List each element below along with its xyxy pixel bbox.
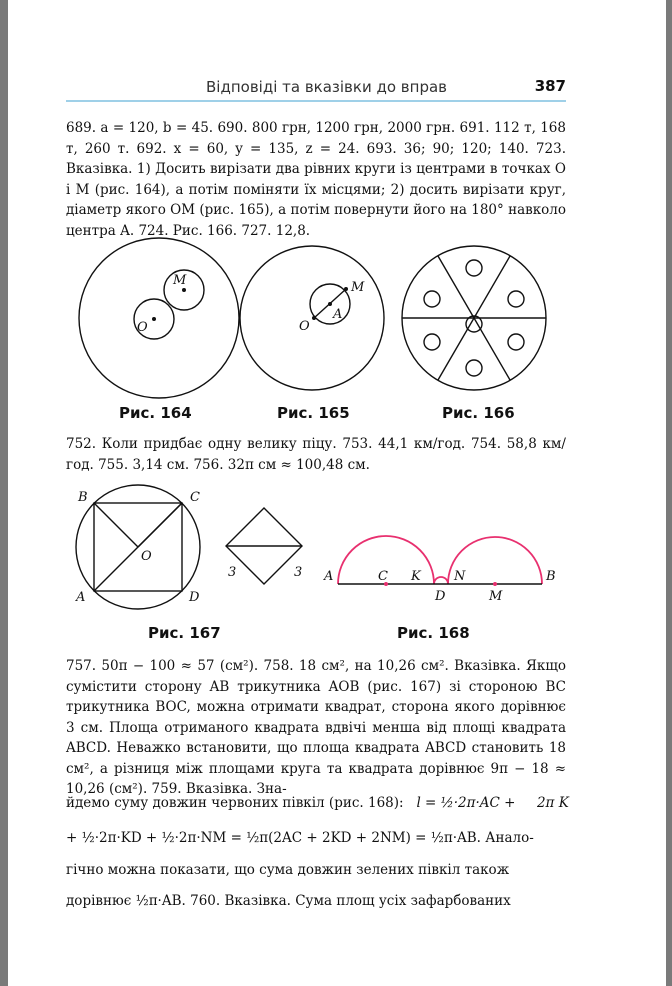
fig168-label-a: A: [324, 569, 334, 584]
fig167-label-b: B: [78, 490, 88, 505]
formula-stray-fragment: 2π K: [536, 795, 569, 811]
fig168-label-c: C: [378, 569, 388, 584]
fig168-label-n: N: [454, 569, 466, 584]
fig167-caption: Рис. 167: [148, 624, 221, 642]
fig167-label-o: O: [141, 549, 152, 564]
fig165-caption: Рис. 165: [277, 404, 350, 422]
header-title: Відповіді та вказівки до вправ: [206, 78, 447, 96]
formula-line-4: дорівнює ½π·AB. 760. Вказівка. Сума площ усіх зафарбованих: [66, 893, 511, 909]
answers-paragraph-1: 689. a = 120, b = 45. 690. 800 грн, 1200 грн, 2000 грн. 691. 112 т, 168 т, 260 т. 692. x = 60, y = 135, z = 24. 693. 36; 90; 120; 140. 723. Вказівка. 1) Досить вирізати два рівних круги із центрами в точках O і M (рис. 164), а потім поміняти їх місцями; 2) досить вирізати круг, діаметр якого OM (рис. 165), а потім повернути його на 180° навколо центра A. 724. Рис. 166. 727. 12,8.: [66, 120, 566, 239]
textbook-page: [8, 0, 666, 986]
fig164-label-o: O: [137, 320, 148, 335]
fig165-label-a: A: [333, 307, 343, 322]
fig167-label-a: A: [76, 590, 86, 605]
fig168-caption: Рис. 168: [397, 624, 470, 642]
formula-line-1-expr: l = ½·2π·AC +: [416, 795, 516, 811]
fig164-caption: Рис. 164: [119, 404, 192, 422]
answers-paragraph-2: 752. Коли придбає одну велику піцу. 753. 44,1 км/год. 754. 58,8 км/год. 755. 3,14 см. 756. 32π см ≈ 100,48 см.: [66, 436, 566, 473]
page-number: 387: [534, 77, 566, 95]
fig165-label-m: M: [351, 280, 365, 295]
answers-paragraph-3: 757. 50π − 100 ≈ 57 (см²). 758. 18 см², на 10,26 см². Вказівка. Якщо сумістити сторону AB трикутника AOB (рис. 167) зі стороною BC трикутника BOC, можна отримати квадрат, сторона якого дорівнює 3 см. Площа отриманого квадрата вдвічі менша від площі квадрата ABCD. Неважко встановити, що площа квадрата ABCD становить 18 см², а різниця між площами круга та квадрата дорівнює 9π − 18 ≈ 10,26 (см²). 759. Вказівка. Зна-: [66, 658, 566, 797]
fig164-label-m: M: [173, 273, 187, 288]
formula-line-1-text: йдемо суму довжин червоних півкіл (рис. 168):: [66, 795, 404, 811]
fig167-label-c: C: [190, 490, 200, 505]
fig167-label-d: D: [189, 590, 200, 605]
fig168-label-d: D: [435, 589, 446, 604]
fig167-label-side-left: 3: [228, 565, 237, 580]
formula-line-2: + ½·2π·KD + ½·2π·NM = ½π(2AC + 2KD + 2NM) = ½π·AB. Анало-: [66, 830, 534, 846]
fig165-label-o: O: [299, 319, 310, 334]
formula-line-3: гічно можна показати, що сума довжин зелених півкіл також: [66, 862, 510, 878]
fig168-label-m: M: [489, 589, 503, 604]
fig168-label-b: B: [546, 569, 556, 584]
figure-168: [338, 536, 542, 584]
fig168-label-k: K: [411, 569, 421, 584]
fig166-caption: Рис. 166: [442, 404, 515, 422]
formula-line-1: [66, 795, 626, 811]
fig167-label-side-right: 3: [294, 565, 303, 580]
